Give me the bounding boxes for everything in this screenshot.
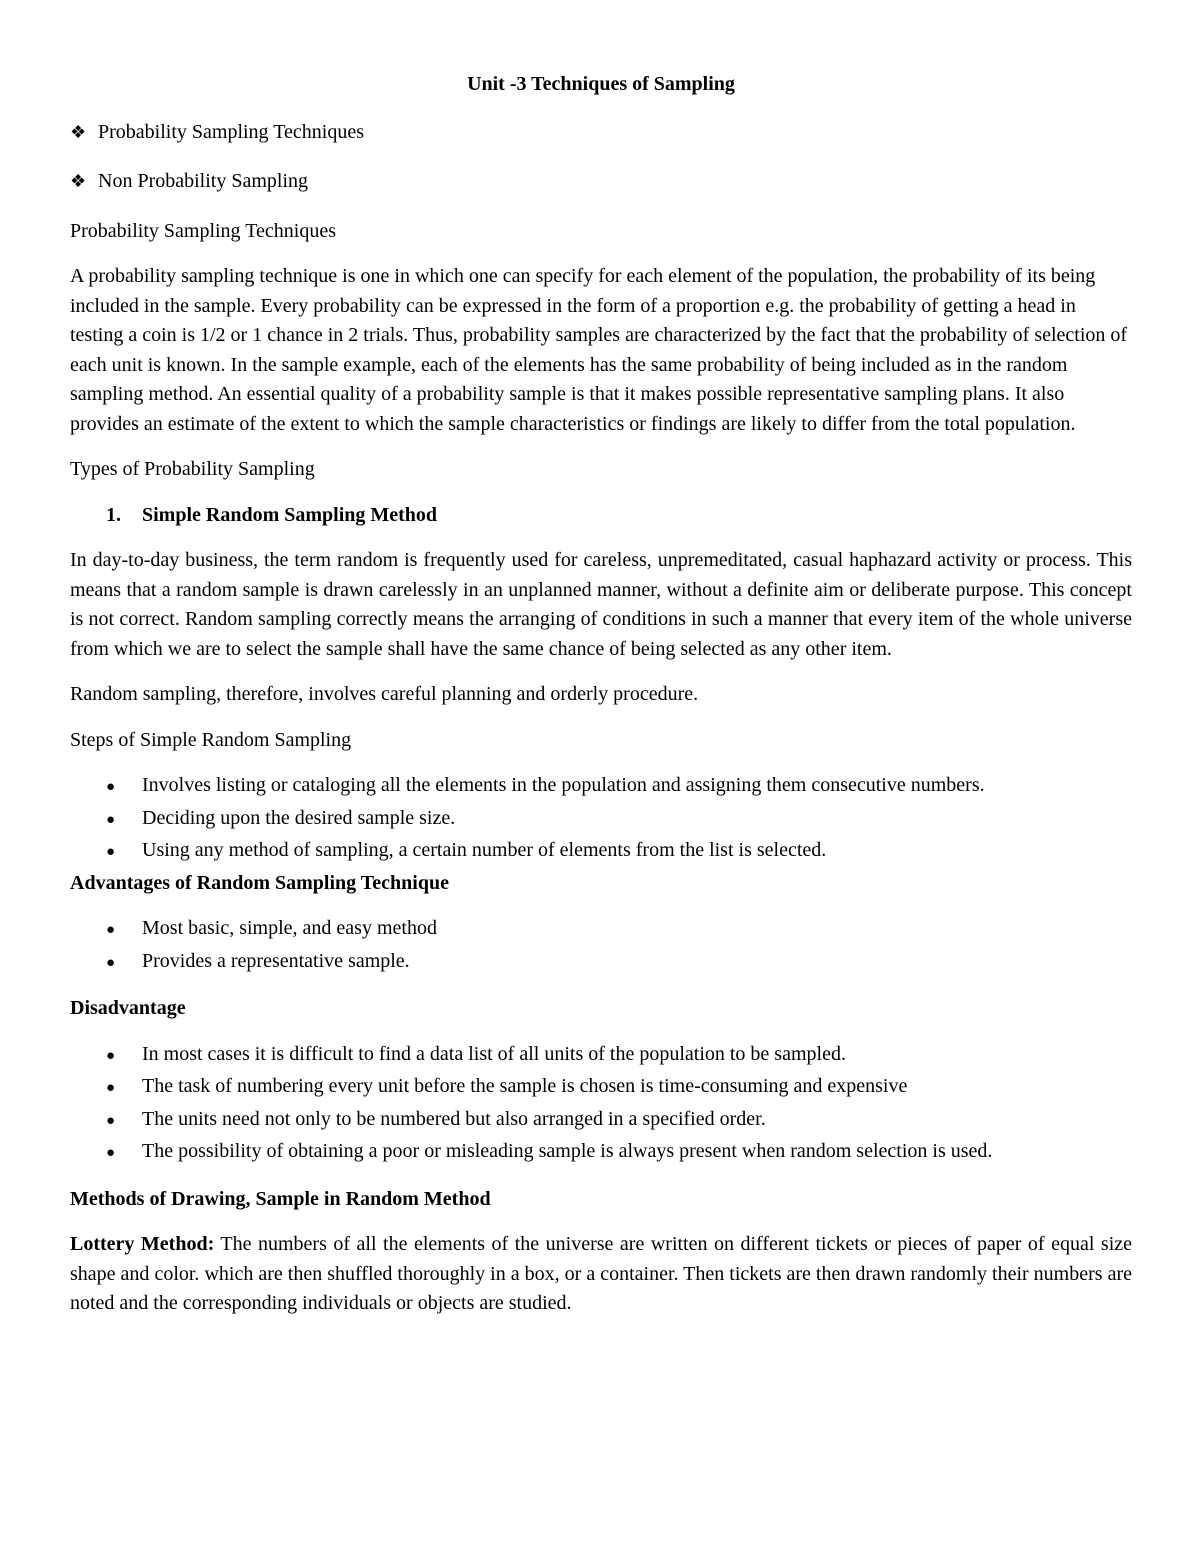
advantages-heading: Advantages of Random Sampling Technique <box>70 871 449 894</box>
bullet-icon: ● <box>106 1080 116 1096</box>
list-item <box>70 771 1132 803</box>
disadvantages-list <box>70 1040 1132 1169</box>
overview-item <box>70 118 1132 148</box>
lottery-paragraph <box>70 1230 1132 1319</box>
bullet-icon: ● <box>106 1047 116 1064</box>
bullet-icon: ● <box>106 954 116 971</box>
method-heading <box>70 501 1132 531</box>
overview-item-label: Probability Sampling Techniques <box>98 120 364 143</box>
disadvantage-heading: Disadvantage <box>70 997 186 1019</box>
steps-heading: Steps of Simple Random Sampling <box>70 728 352 751</box>
list-item <box>70 1105 1132 1137</box>
list-item-text: Using any method of sampling, a certain number of elements from the list is selected. <box>142 839 827 861</box>
bullet-icon: ● <box>106 1145 116 1161</box>
list-item-text: Deciding upon the desired sample size. <box>142 806 456 829</box>
list-item-text: The units need not only to be numbered but also arranged in a specified order. <box>142 1107 766 1130</box>
list-item-text: Most basic, simple, and easy method <box>142 917 437 939</box>
list-item <box>70 1040 1132 1072</box>
bullet-icon: ● <box>106 779 116 795</box>
list-item <box>70 947 1132 979</box>
document-page <box>70 70 1132 1335</box>
method-number-wrap <box>70 501 142 531</box>
list-item <box>70 914 1132 946</box>
method-number: 1. <box>106 503 121 526</box>
list-item <box>70 836 1132 868</box>
bullet-icon: ● <box>106 811 116 828</box>
bullet-icon: ● <box>106 922 116 938</box>
diamond-bullet-icon: ❖ <box>70 171 87 191</box>
list-item-text: Provides a representative sample. <box>142 949 410 972</box>
list-item <box>70 1072 1132 1104</box>
section-heading: Probability Sampling Techniques <box>70 219 336 242</box>
types-heading: Types of Probability Sampling <box>70 458 315 480</box>
lottery-text: The numbers of all the elements of the universe are written on different tickets or pieces of paper of equal size shape and color. which are then shuffled thoroughly in a box, or a container. Then tickets are then drawn randomly their numbers are noted and the corresponding individuals or objects are studied. <box>70 1233 1133 1314</box>
bullet-icon: ● <box>106 1112 116 1129</box>
intro-paragraph: A probability sampling technique is one in which one can specify for each element of the population, the probability of its being included in the sample. Every probability can be expressed in the form of a proportion e.g. the probability of getting a head in testing a coin is 1/2 or 1 chance in 2 trials. Thus, probability samples are characterized by the fact that the probability of selection of each unit is known. In the sample example, each of the elements has the same probability of being included as in the random sampling method. An essential quality of a probability sample is that it makes possible representative sampling plans. It also provides an estimate of the extent to which the sample characteristics or findings are likely to differ from the total population. <box>70 265 1128 435</box>
overview-item <box>70 167 1132 197</box>
planning-sentence: Random sampling, therefore, involves careful planning and orderly procedure. <box>70 683 699 705</box>
advantages-list <box>70 914 1132 978</box>
methods-heading: Methods of Drawing, Sample in Random Method <box>70 1187 491 1210</box>
list-item <box>70 1137 1132 1169</box>
srs-paragraph: In day-to-day business, the term random is frequently used for careless, unpremeditated, casual haphazard activity or process. This means that a random sample is drawn carelessly in an unplanned manner, without a definite aim or deliberate purpose. This concept is not correct. Random sampling correctly means the arranging of conditions in such a manner that every item of the whole universe from which we are to select the sample shall have the same chance of being selected as any other item. <box>70 549 1132 660</box>
document-title: Unit -3 Techniques of Sampling <box>467 73 735 95</box>
bullet-icon: ● <box>106 844 116 860</box>
method-title: Simple Random Sampling Method <box>142 503 438 526</box>
steps-list <box>70 771 1132 868</box>
list-item-text: Involves listing or cataloging all the elements in the population and assigning them consecutive numbers. <box>142 774 985 796</box>
list-item <box>70 804 1132 836</box>
overview-item-label: Non Probability Sampling <box>98 170 308 192</box>
list-item-text: In most cases it is difficult to find a data list of all units of the population to be sampled. <box>142 1042 846 1065</box>
diamond-bullet-icon: ❖ <box>70 121 87 142</box>
list-item-text: The possibility of obtaining a poor or misleading sample is always present when random selection is used. <box>142 1140 993 1162</box>
list-item-text: The task of numbering every unit before the sample is chosen is time-consuming and expensive <box>142 1075 908 1097</box>
lottery-label: Lottery Method: <box>70 1233 215 1255</box>
